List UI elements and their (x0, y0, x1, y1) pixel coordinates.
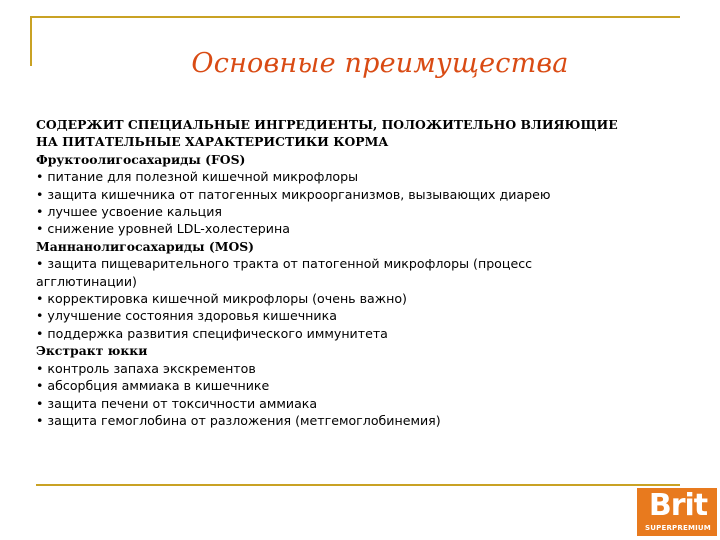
body-line: Фруктоолигосахариды (FOS) (36, 151, 246, 167)
body-line: • защита печени от токсичности аммиака (36, 395, 318, 411)
body-line: • защита пищеварительного тракта от патогенной микрофлоры (процесс (36, 256, 533, 272)
slide-body (36, 116, 686, 429)
body-line: Экстракт юкки (36, 343, 148, 359)
body-line: • корректировка кишечной микрофлоры (очень важно) (36, 291, 407, 307)
slide-title: Основные преимущества (191, 48, 569, 79)
body-line: • поддержка развития специфического иммунитета (36, 325, 388, 341)
logo-wordmark: Brit (648, 488, 708, 523)
body-line: агглютинации) (36, 273, 137, 289)
body-line: • питание для полезной кишечной микрофлоры (36, 169, 359, 185)
body-line: • защита гемоглобина от разложения (метгемоглобинемия) (36, 412, 441, 428)
bottom-divider (36, 484, 680, 486)
top-divider (30, 16, 680, 18)
body-line: • лучшее усвоение кальция (36, 204, 222, 220)
body-line: • снижение уровней LDL-холестерина (36, 221, 290, 237)
body-line: • контроль запаха экскрементов (36, 360, 256, 376)
body-line: • защита кишечника от патогенных микроорганизмов, вызывающих диарею (36, 186, 551, 202)
body-line: • абсорбция аммиака в кишечнике (36, 378, 270, 394)
logo-subtitle: SUPERPREMIUM (645, 524, 711, 532)
body-line: НА ПИТАТЕЛЬНЫЕ ХАРАКТЕРИСТИКИ КОРМА (36, 134, 389, 150)
body-line: Маннанолигосахариды (MOS) (36, 238, 255, 254)
body-line: • улучшение состояния здоровья кишечника (36, 308, 337, 324)
body-line: СОДЕРЖИТ СПЕЦИАЛЬНЫЕ ИНГРЕДИЕНТЫ, ПОЛОЖИТЕЛЬНО ВЛИЯЮЩИЕ (36, 117, 618, 132)
brit-logo (637, 488, 717, 536)
